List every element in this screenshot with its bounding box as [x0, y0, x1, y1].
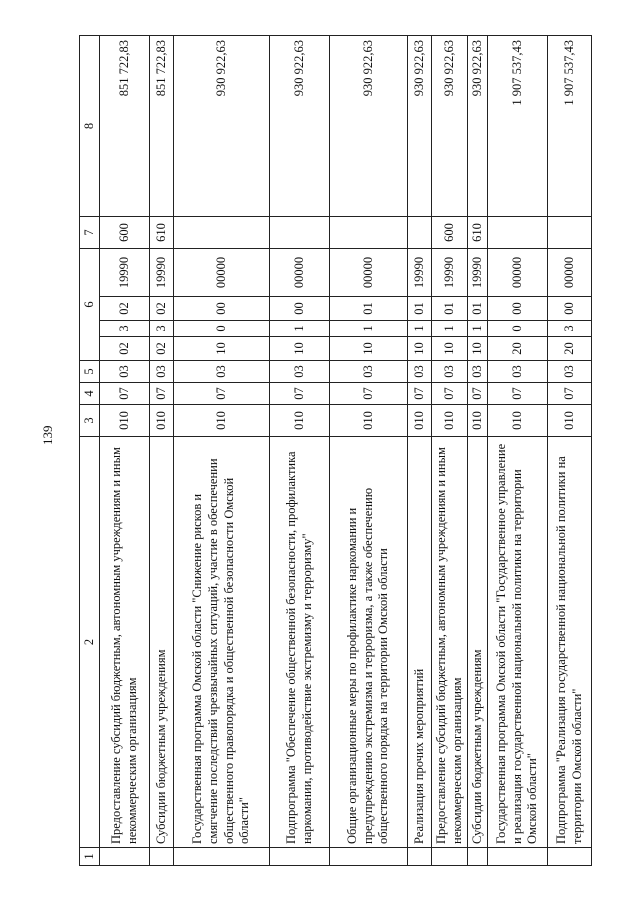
section-code-cell: 07 [150, 383, 174, 405]
expense-type-cell: 600 [100, 217, 150, 249]
ministry-code-cell: 010 [270, 405, 330, 437]
row-number-cell [432, 848, 468, 866]
target-article-part-cell: 19990 [408, 249, 432, 297]
table-row [468, 36, 488, 866]
target-article-part-cell: 00 [548, 297, 592, 321]
expense-type-cell [270, 217, 330, 249]
table-row [150, 36, 174, 866]
header-cell: 8 [80, 36, 100, 217]
row-number-cell [174, 848, 270, 866]
amount-cell: 851 722,83 [150, 36, 174, 217]
amount-cell: 1 907 537,43 [488, 36, 548, 217]
subsection-code-cell: 03 [150, 361, 174, 383]
target-article-part-cell: 02 [150, 297, 174, 321]
section-code-cell: 07 [174, 383, 270, 405]
header-cell: 2 [80, 437, 100, 848]
header-cell: 1 [80, 848, 100, 866]
target-article-part-cell: 01 [432, 297, 468, 321]
target-article-part-cell: 20 [488, 337, 548, 361]
row-number-cell [270, 848, 330, 866]
target-article-part-cell: 1 [408, 321, 432, 337]
section-code-cell: 07 [100, 383, 150, 405]
target-article-part-cell: 10 [468, 337, 488, 361]
ministry-code-cell: 010 [548, 405, 592, 437]
subsection-code-cell: 03 [174, 361, 270, 383]
target-article-part-cell: 00 [488, 297, 548, 321]
expense-type-cell [488, 217, 548, 249]
subsection-code-cell: 03 [548, 361, 592, 383]
budget-table [79, 35, 592, 866]
description-cell: Государственная программа Омской области "Государственное управление и реализация государственной национальной политики на территории Омской области" [488, 437, 548, 848]
target-article-part-cell: 00 [174, 297, 270, 321]
section-code-cell: 07 [468, 383, 488, 405]
header-cell: 6 [80, 249, 100, 361]
header-cell: 3 [80, 405, 100, 437]
amount-cell: 930 922,63 [270, 36, 330, 217]
description-cell: Предоставление субсидий бюджетным, автономным учреждениям и иным некоммерческим организациям [432, 437, 468, 848]
target-article-part-cell: 1 [270, 321, 330, 337]
subsection-code-cell: 03 [408, 361, 432, 383]
amount-cell: 1 907 537,43 [548, 36, 592, 217]
table-row [432, 36, 468, 866]
table-row [100, 36, 150, 866]
target-article-part-cell: 20 [548, 337, 592, 361]
amount-cell: 930 922,63 [432, 36, 468, 217]
target-article-part-cell: 00000 [488, 249, 548, 297]
description-cell: Государственная программа Омской области "Снижение рисков и смягчение последствий чрезвычайных ситуаций, участие в обеспечении общественного правопорядка и общественной безопасности Омской области" [174, 437, 270, 848]
target-article-part-cell: 10 [432, 337, 468, 361]
header-cell: 4 [80, 383, 100, 405]
subsection-code-cell: 03 [100, 361, 150, 383]
section-code-cell: 07 [548, 383, 592, 405]
row-number-cell [488, 848, 548, 866]
rotated-table-wrapper [79, 36, 591, 866]
expense-type-cell [330, 217, 408, 249]
table-row [548, 36, 592, 866]
target-article-part-cell: 3 [100, 321, 150, 337]
row-number-cell [548, 848, 592, 866]
table-row [408, 36, 432, 866]
header-row [80, 36, 100, 866]
ministry-code-cell: 010 [488, 405, 548, 437]
row-number-cell [330, 848, 408, 866]
target-article-part-cell: 02 [100, 337, 150, 361]
subsection-code-cell: 03 [468, 361, 488, 383]
subsection-code-cell: 03 [270, 361, 330, 383]
expense-type-cell: 600 [432, 217, 468, 249]
description-cell: Субсидии бюджетным учреждениям [150, 437, 174, 848]
target-article-part-cell: 19990 [468, 249, 488, 297]
section-code-cell: 07 [330, 383, 408, 405]
ministry-code-cell: 010 [330, 405, 408, 437]
target-article-part-cell: 0 [174, 321, 270, 337]
target-article-part-cell: 3 [150, 321, 174, 337]
target-article-part-cell: 19990 [100, 249, 150, 297]
expense-type-cell [174, 217, 270, 249]
ministry-code-cell: 010 [408, 405, 432, 437]
table-row [270, 36, 330, 866]
header-cell: 5 [80, 361, 100, 383]
row-number-cell [150, 848, 174, 866]
target-article-part-cell: 10 [330, 337, 408, 361]
ministry-code-cell: 010 [174, 405, 270, 437]
description-cell: Подпрограмма "Реализация государственной национальной политики на территории Омской области" [548, 437, 592, 848]
target-article-part-cell: 1 [468, 321, 488, 337]
header-cell: 7 [80, 217, 100, 249]
target-article-part-cell: 01 [330, 297, 408, 321]
target-article-part-cell: 00000 [174, 249, 270, 297]
row-number-cell [468, 848, 488, 866]
section-code-cell: 07 [488, 383, 548, 405]
description-cell: Реализация прочих мероприятий [408, 437, 432, 848]
amount-cell: 930 922,63 [408, 36, 432, 217]
expense-type-cell: 610 [468, 217, 488, 249]
table-row [174, 36, 270, 866]
subsection-code-cell: 03 [330, 361, 408, 383]
target-article-part-cell: 0 [488, 321, 548, 337]
table-row [330, 36, 408, 866]
target-article-part-cell: 10 [174, 337, 270, 361]
section-code-cell: 07 [408, 383, 432, 405]
target-article-part-cell: 10 [270, 337, 330, 361]
target-article-part-cell: 00000 [330, 249, 408, 297]
target-article-part-cell: 1 [330, 321, 408, 337]
amount-cell: 851 722,83 [100, 36, 150, 217]
ministry-code-cell: 010 [150, 405, 174, 437]
target-article-part-cell: 10 [408, 337, 432, 361]
target-article-part-cell: 01 [408, 297, 432, 321]
expense-type-cell [408, 217, 432, 249]
amount-cell: 930 922,63 [330, 36, 408, 217]
ministry-code-cell: 010 [432, 405, 468, 437]
target-article-part-cell: 00 [270, 297, 330, 321]
subsection-code-cell: 03 [432, 361, 468, 383]
table-row [488, 36, 548, 866]
target-article-part-cell: 1 [432, 321, 468, 337]
target-article-part-cell: 19990 [432, 249, 468, 297]
expense-type-cell [548, 217, 592, 249]
section-code-cell: 07 [432, 383, 468, 405]
subsection-code-cell: 03 [488, 361, 548, 383]
section-code-cell: 07 [270, 383, 330, 405]
description-cell: Субсидии бюджетным учреждениям [468, 437, 488, 848]
row-number-cell [100, 848, 150, 866]
description-cell: Предоставление субсидий бюджетным, автономным учреждениям и иным некоммерческим организациям [100, 437, 150, 848]
target-article-part-cell: 3 [548, 321, 592, 337]
amount-cell: 930 922,63 [174, 36, 270, 217]
target-article-part-cell: 01 [468, 297, 488, 321]
target-article-part-cell: 00000 [270, 249, 330, 297]
expense-type-cell: 610 [150, 217, 174, 249]
ministry-code-cell: 010 [468, 405, 488, 437]
target-article-part-cell: 02 [150, 337, 174, 361]
target-article-part-cell: 19990 [150, 249, 174, 297]
description-cell: Общие организационные меры по профилактике наркомании и предупреждению экстремизма и терроризма, а также обеспечению общественного порядка на территории Омской области [330, 437, 408, 848]
row-number-cell [408, 848, 432, 866]
target-article-part-cell: 02 [100, 297, 150, 321]
target-article-part-cell: 00000 [548, 249, 592, 297]
page-number: 139 [40, 425, 55, 445]
ministry-code-cell: 010 [100, 405, 150, 437]
amount-cell: 930 922,63 [468, 36, 488, 217]
description-cell: Подпрограмма "Обеспечение общественной безопасности, профилактика наркомании, противодействие экстремизму и терроризму" [270, 437, 330, 848]
